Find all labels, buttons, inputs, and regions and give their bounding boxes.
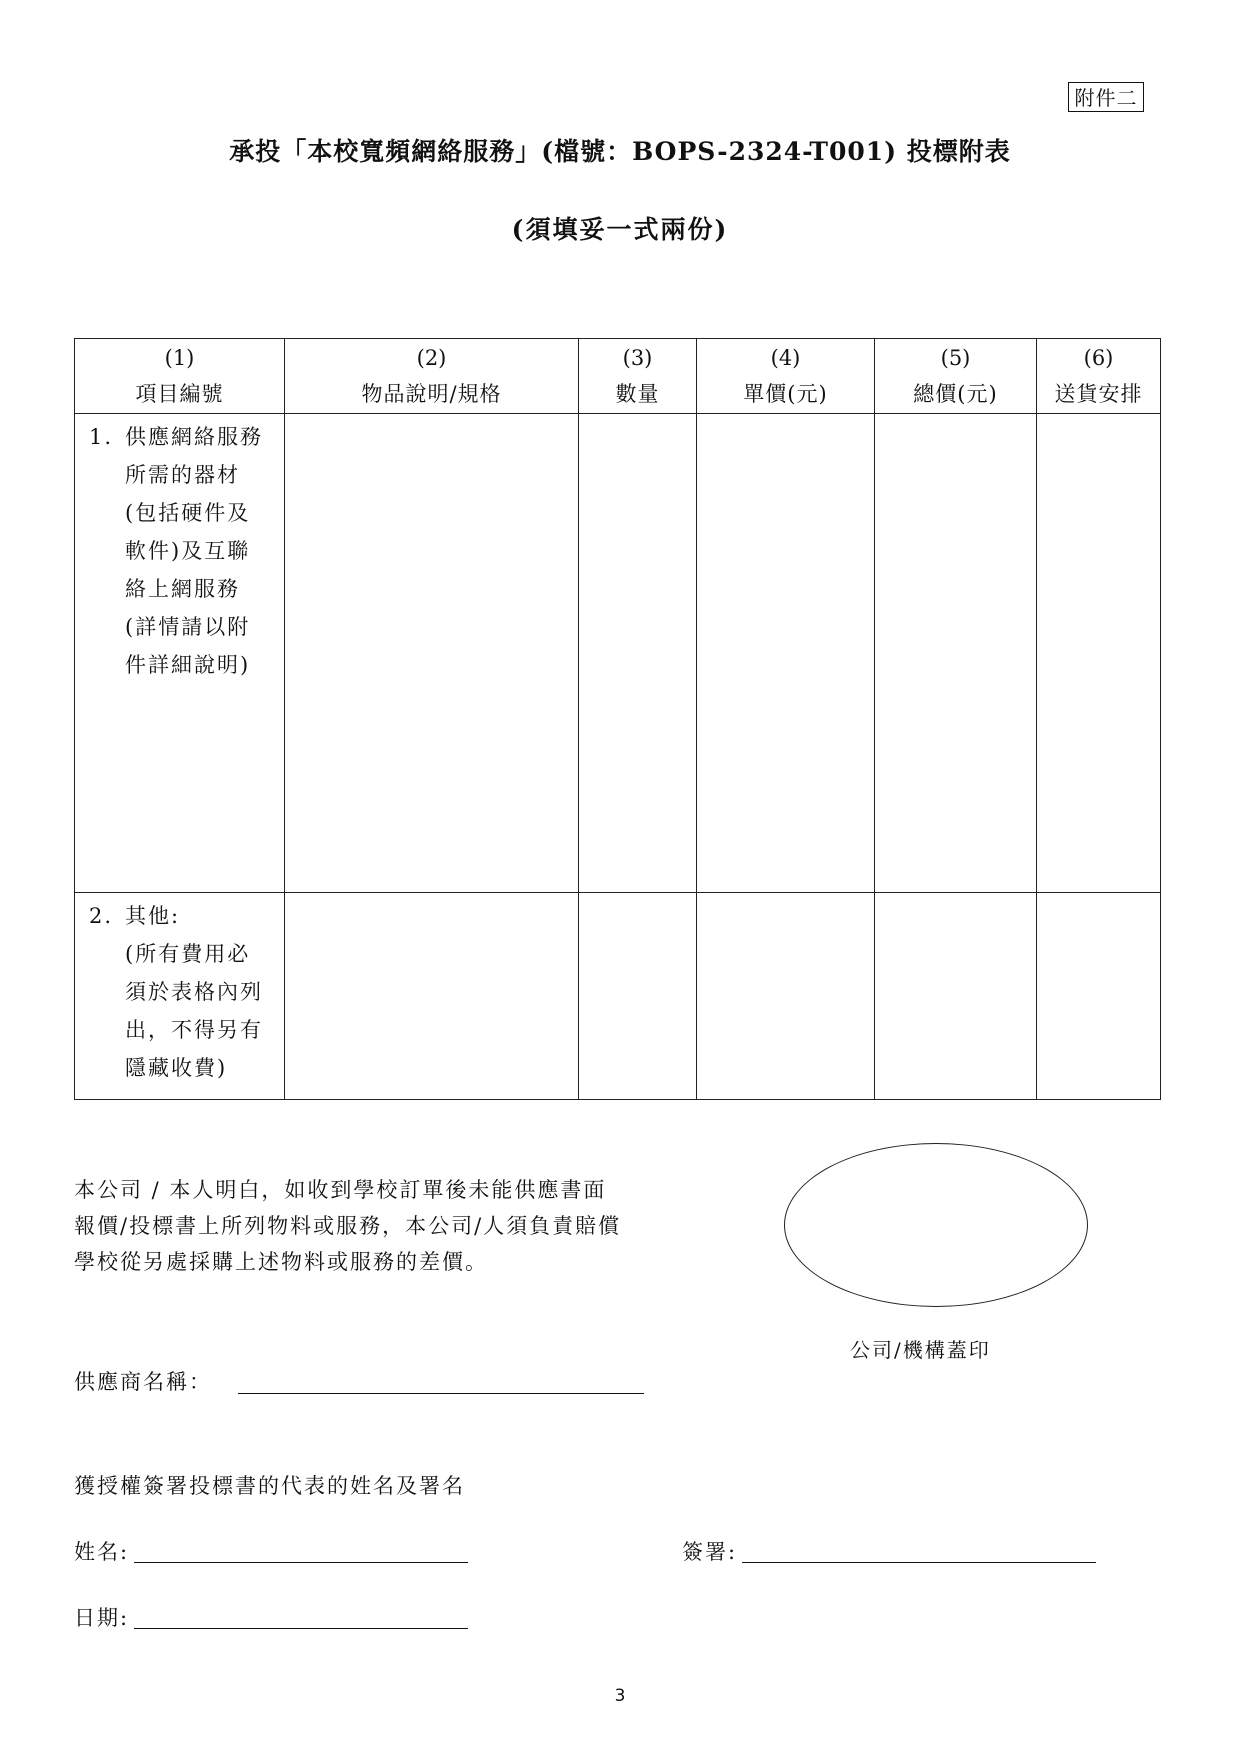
header-quantity: (3) 數量	[579, 339, 697, 414]
header-item-number: (1) 項目編號	[75, 339, 285, 414]
tender-schedule-table	[74, 338, 1161, 1100]
quantity-input-cell[interactable]	[579, 414, 697, 893]
total-price-input-cell[interactable]	[875, 893, 1037, 1100]
item-number: 2.	[89, 904, 114, 929]
description-input-cell[interactable]	[285, 893, 579, 1100]
signature-field[interactable]	[742, 1562, 1096, 1563]
header-total-price: (5) 總價(元)	[875, 339, 1037, 414]
supplier-name-field[interactable]	[238, 1393, 644, 1394]
item-cell-1	[75, 414, 285, 893]
item-description: 其他: (所有費用必 須於表格內列 出，不得另有 隱藏收費)	[125, 904, 263, 1081]
quantity-input-cell[interactable]	[579, 893, 697, 1100]
header-delivery: (6) 送貨安排	[1037, 339, 1161, 414]
total-price-input-cell[interactable]	[875, 414, 1037, 893]
unit-price-input-cell[interactable]	[697, 893, 875, 1100]
date-field[interactable]	[134, 1628, 468, 1629]
header-unit-price: (4) 單價(元)	[697, 339, 875, 414]
liability-notice: 本公司 / 本人明白，如收到學校訂單後未能供應書面 報價/投標書上所列物料或服務，本公司/人須負責賠償 學校從另處採購上述物料或服務的差價。	[74, 1178, 622, 1274]
delivery-input-cell[interactable]	[1037, 414, 1161, 893]
delivery-input-cell[interactable]	[1037, 893, 1161, 1100]
item-cell-2	[75, 893, 285, 1100]
name-field[interactable]	[134, 1562, 468, 1563]
table-row	[75, 414, 1161, 893]
signature-label: 簽署:	[682, 1540, 738, 1564]
form-subtitle: (須填妥一式兩份)	[511, 215, 729, 244]
date-label: 日期:	[74, 1606, 130, 1630]
authorized-rep-label: 獲授權簽署投標書的代表的姓名及署名	[74, 1474, 465, 1498]
item-description: 供應網絡服務 所需的器材 (包括硬件及 軟件)及互聯 絡上網服務 (詳情請以附 件詳細說明)	[125, 425, 263, 677]
name-label: 姓名:	[74, 1540, 130, 1564]
table-header-row	[75, 339, 1161, 414]
unit-price-input-cell[interactable]	[697, 414, 875, 893]
description-input-cell[interactable]	[285, 414, 579, 893]
page-number: 3	[614, 1686, 626, 1706]
form-title: 承投「本校寬頻網絡服務」(檔號：BOPS-2324-T001) 投標附表	[229, 137, 1011, 166]
annex-label: 附件二	[1068, 82, 1144, 112]
header-description: (2) 物品說明/規格	[285, 339, 579, 414]
supplier-name-label: 供應商名稱：	[74, 1370, 212, 1394]
table-row	[75, 893, 1161, 1100]
company-seal-area[interactable]	[784, 1143, 1088, 1307]
item-number: 1.	[89, 425, 114, 449]
seal-label: 公司/機構蓋印	[850, 1338, 991, 1362]
